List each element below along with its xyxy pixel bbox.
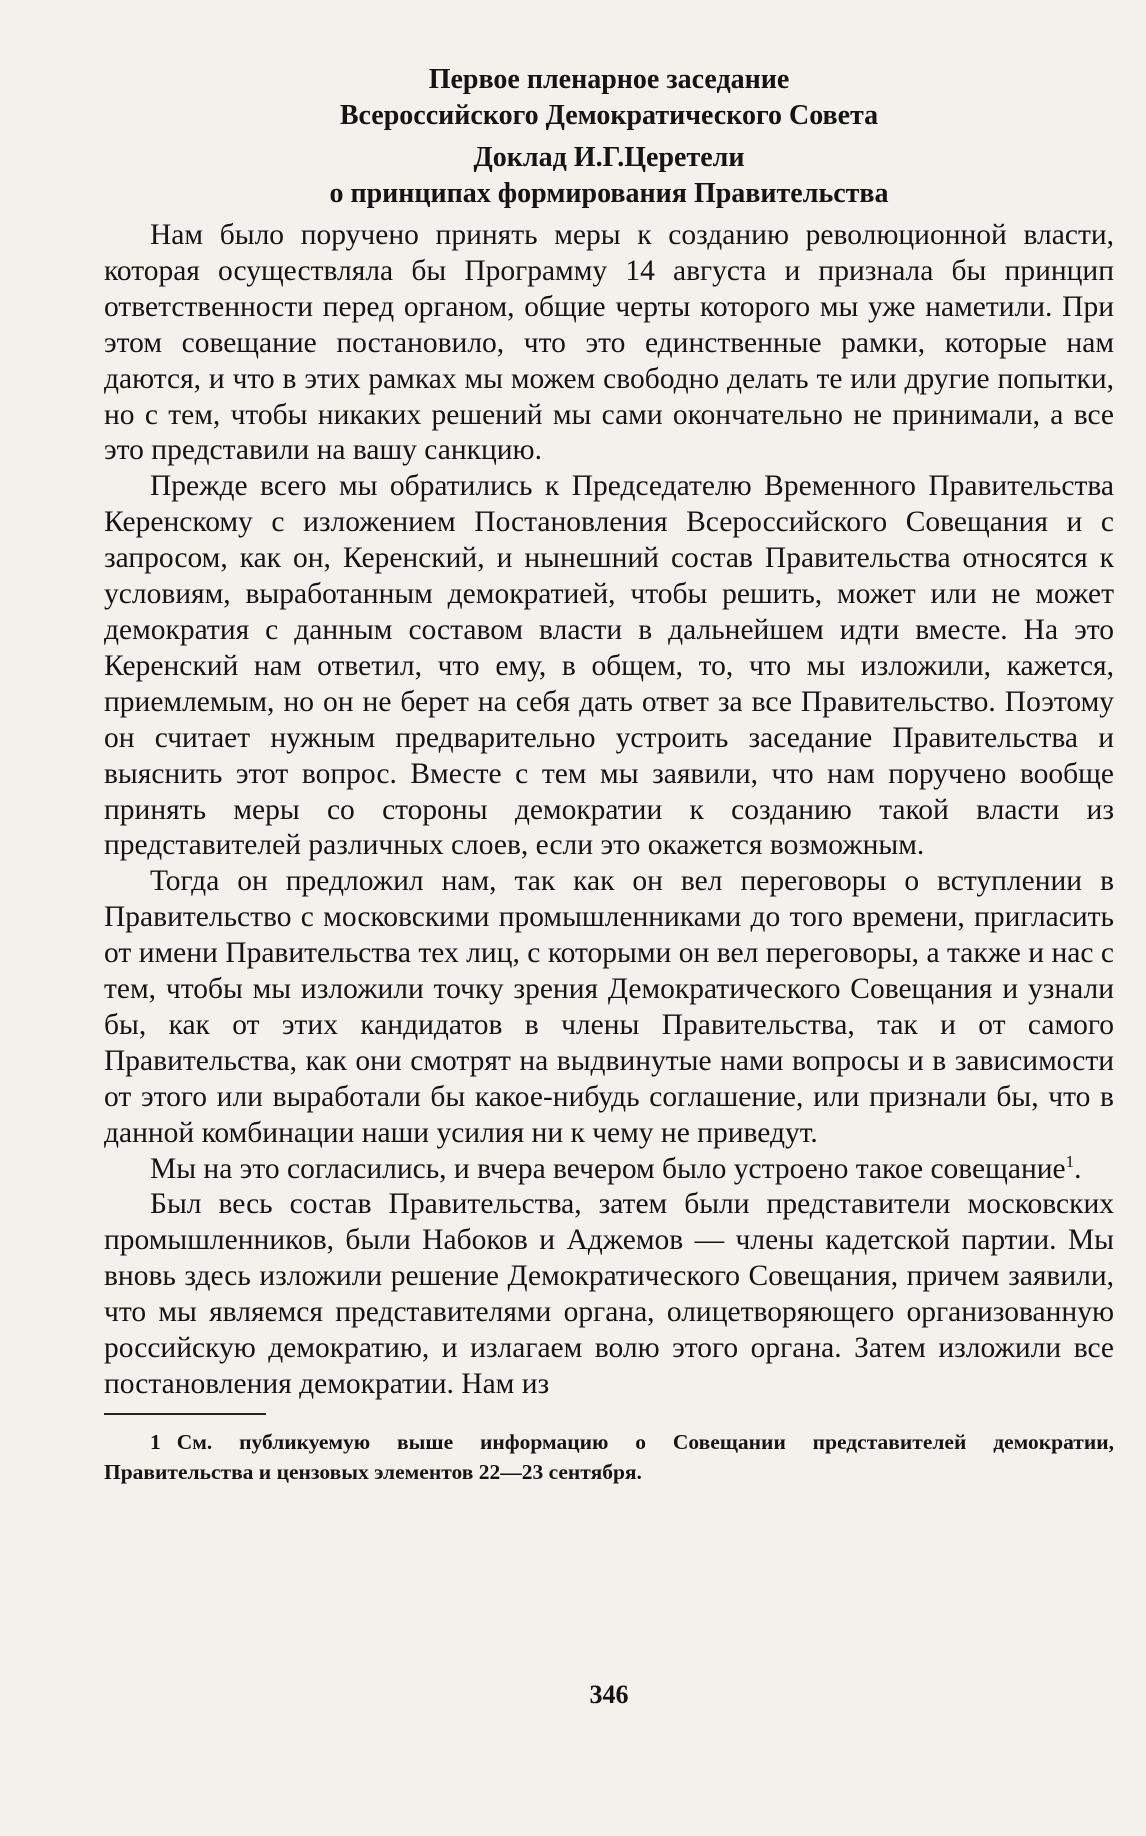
paragraph-4: Мы на это согласились, и вчера вечером было устроено такое совещание$^1$.	[150, 1151, 1082, 1185]
body-text	[104, 218, 1114, 1403]
page-number: 346	[589, 1680, 629, 1709]
paragraph-2: Прежде всего мы обратились к Председателю Временного Правительства Керенскому с изложением Постановления Всероссийского Совещания и с запросом, как он, Керенский, и нынешний состав Правительства относятся к условиям, выработанным демократией, чтобы решить, может или не может демократия с данным составом власти в дальнейшем идти вместе. На это Керенский нам ответил, что ему, в общем, то, что мы изложили, кажется, приемлемым, но он не берет на себя дать ответ за все Правительство. Поэтому он считает нужным предварительно устроить заседание Правительства и выяснить этот вопрос. Вместе с тем мы заявили, что нам поручено вообще принять меры со стороны демократии к созданию такой власти из представителей различных слоев, если это окажется возможным.	[104, 470, 1114, 862]
footnote-text: См. публикуемую выше информацию о Совещании представителей демократии, Правительства и цензовых элементов 22—23 сентября.	[104, 1429, 1114, 1484]
footnote	[104, 1427, 1114, 1487]
paragraph-5: Был весь состав Правительства, затем были представители московских промышленников, были Набоков и Аджемов — члены кадетской партии. Мы вновь здесь изложили решение Демократического Совещания, причем заявили, что мы являемся представителями органа, олицетворяющего организованную российскую демократию, и излагаем волю этого органа. Затем изложили все постановления демократии. Нам из	[104, 1188, 1114, 1400]
heading-report-line2: о принципах формирования Правительства	[329, 178, 889, 209]
heading-session-line1: Первое пленарное заседание	[428, 64, 790, 95]
paragraph-3: Тогда он предложил нам, так как он вел переговоры о вступлении в Правительство с московскими промышленниками до того времени, пригласить от имени Правительства тех лиц, с которыми он вел переговоры, а также и нас с тем, чтобы мы изложили точку зрения Демократического Совещания и узнали бы, как от этих кандидатов в члены Правительства, так и от самого Правительства, как они смотрят на выдвинутые нами вопросы и в зависимости от этого или выработали бы какое-нибудь соглашение, или признали бы, что в данной комбинации наши усилия ни к чему не приведут.	[104, 865, 1114, 1149]
heading-session-line2: Всероссийского Демократического Совета	[339, 100, 879, 131]
paragraph-1: Нам было поручено принять меры к созданию революционной власти, которая осуществляла бы Программу 14 августа и признала бы принцип ответственности перед органом, общие черты которого мы уже наметили. При этом совещание постановило, что это единственные рамки, которые нам даются, и что в этих рамках мы можем свободно делать те или другие попытки, но с тем, чтобы никаких решений мы сами окончательно не принимали, а все это представили на вашу санкцию.	[104, 219, 1114, 467]
heading-report-line1: Доклад И.Г.Церетели	[473, 142, 745, 173]
footnote-divider	[104, 1413, 266, 1415]
footnote-reference: 1	[1065, 1151, 1075, 1171]
paragraph-4-text: Мы на это согласились, и вчера вечером было устроено такое совещание	[150, 1152, 1066, 1185]
document-page	[104, 62, 1114, 1802]
footnote-mark: 1	[150, 1429, 161, 1454]
